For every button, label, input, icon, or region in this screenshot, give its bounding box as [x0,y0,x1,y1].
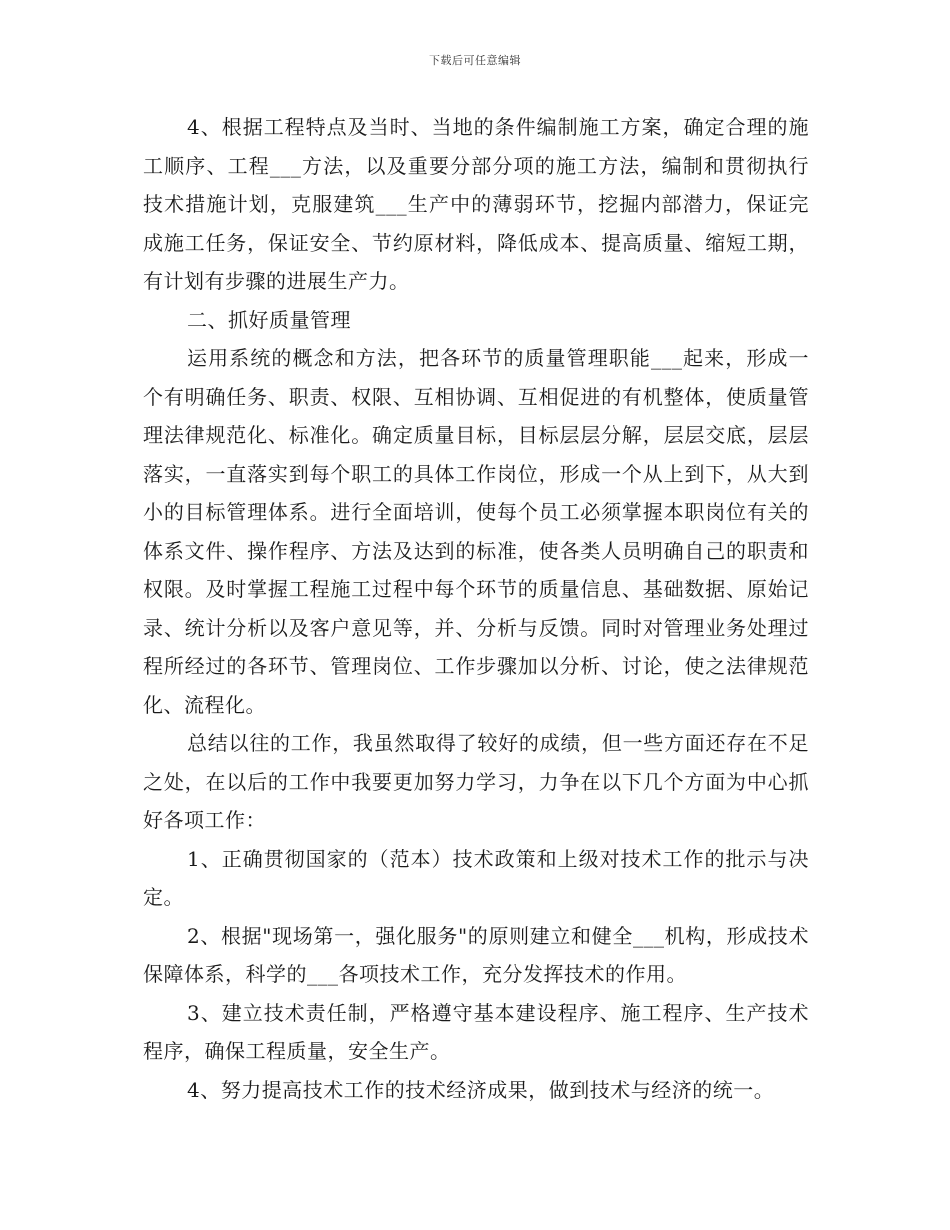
list-item-2: 2、根据"现场第一，强化服务"的原则建立和健全___机构，形成技术保障体系，科学的___各项技术工作，充分发挥技术的作用。 [143,923,809,986]
paragraph-construction-plan: 4、根据工程特点及当时、当地的条件编制施工方案，确定合理的施工顺序、工程___方法，以及重要分部分项的施工方法，编制和贯彻执行技术措施计划，克服建筑___生产中的薄弱环节，挖掘内部潜力，保证完成施工任务，保证安全、节约原材料，降低成本、提高质量、缩短工期，有计划有步骤的进展生产力。 [143,115,809,293]
list-item-1: 1、正确贯彻国家的（范本）技术政策和上级对技术工作的批示与决定。 [143,846,809,909]
page-header: 下载后可任意编辑 [429,54,521,67]
paragraph-summary: 总结以往的工作，我虽然取得了较好的成绩，但一些方面还存在不足之处，在以后的工作中我要更加努力学习，力争在以下几个方面为中心抓好各项工作： [143,731,809,832]
section-heading-quality: 二、抓好质量管理 [187,307,351,332]
paragraph-quality-management: 运用系统的概念和方法，把各环节的质量管理职能___起来，形成一个有明确任务、职责、权限、互相协调、互相促进的有机整体，使质量管理法律规范化、标准化。确定质量目标，目标层层分解，层层交底，层层落实，一直落实到每个职工的具体工作岗位，形成一个从上到下，从大到小的目标管理体系。进行全面培训，使每个员工必须掌握本职岗位有关的体系文件、操作程序、方法及达到的标准，使各类人员明确自己的职责和权限。及时掌握工程施工过程中每个环节的质量信息、基础数据、原始记录、统计分析以及客户意见等，并、分析与反馈。同时对管理业务处理过程所经过的各环节、管理岗位、工作步骤加以分析、讨论，使之法律规范化、流程化。 [143,346,809,717]
document-body [143,108,809,1109]
list-item-4: 4、努力提高技术工作的技术经济成果，做到技术与经济的统一。 [187,1077,775,1102]
list-item-3: 3、建立技术责任制，严格遵守基本建设程序、施工程序、生产技术程序，确保工程质量，安全生产。 [143,1000,809,1063]
